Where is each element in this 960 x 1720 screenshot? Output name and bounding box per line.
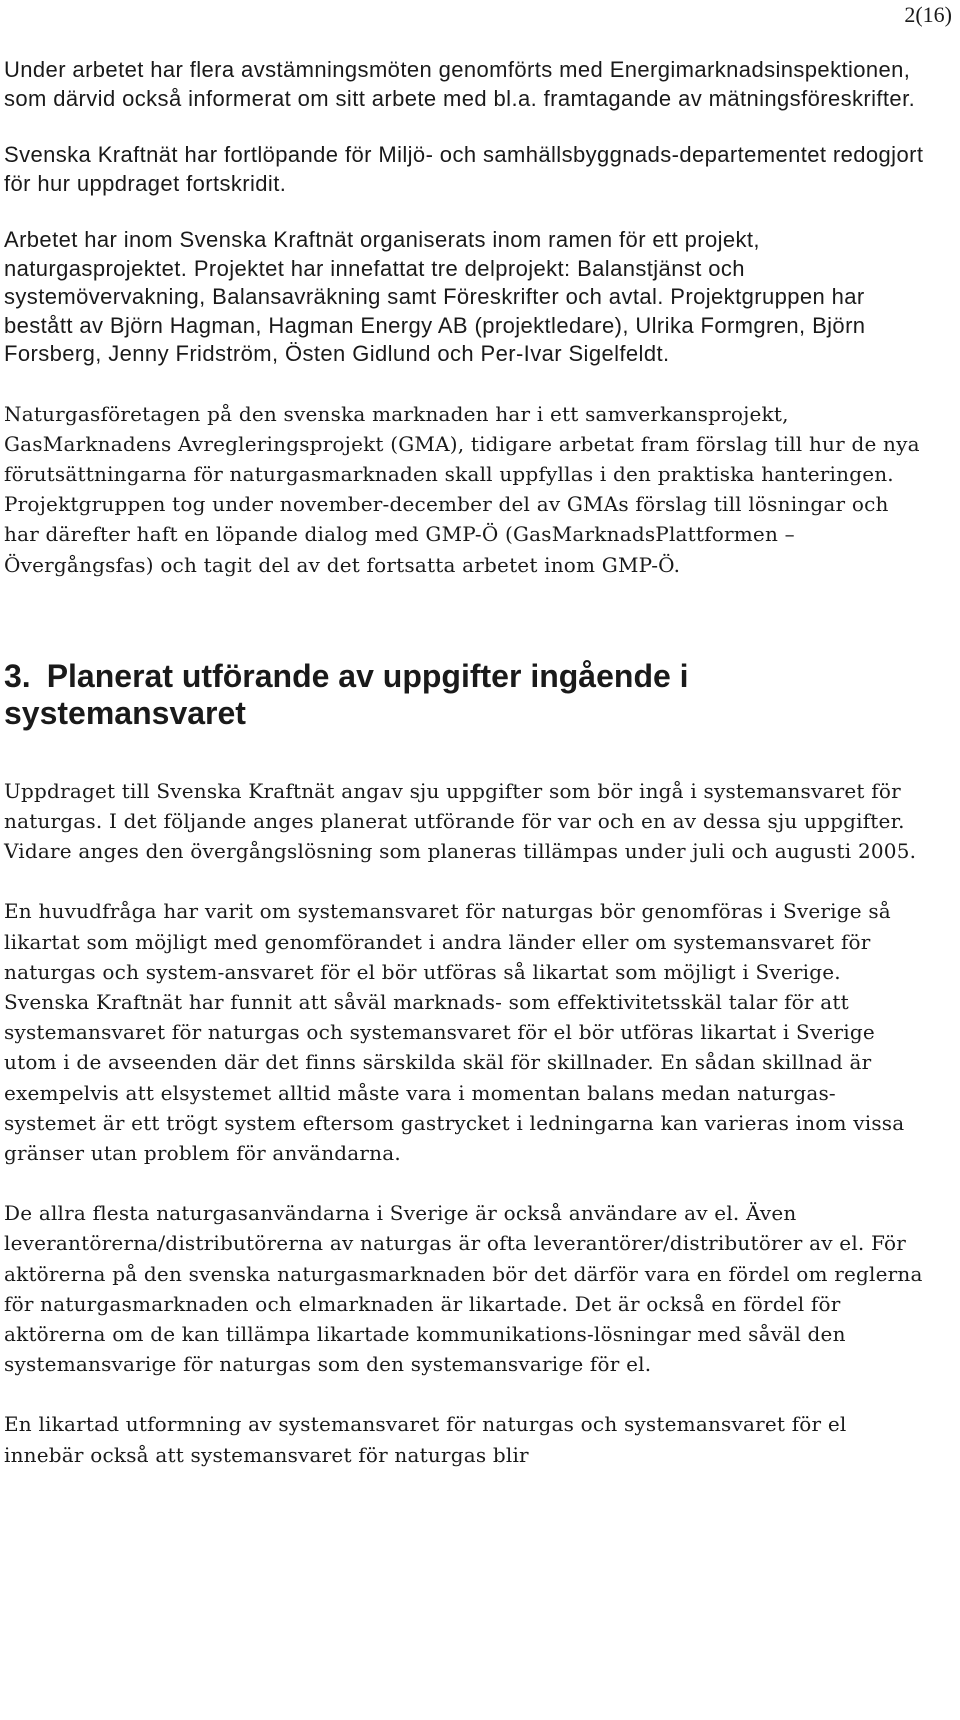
paragraph-similar-design: En likartad utformning av systemansvaret för naturgas och systemansvaret för el innebär också att systemansvaret för naturgas blir (4, 1412, 847, 1467)
paragraph-main-question: En huvudfråga har varit om systemansvaret för naturgas bör genomföras i Sverige så likartat som möjligt med genomförandet i andra länder eller om systemansvaret för naturgas och system-ansvaret för el bör utföras så likartat som möjligt i Sverige. Svenska Kraftnät har funnit att såväl marknads- som effektivitetsskäl talar för att systemansvaret för naturgas och systemansvaret för el bör utföras likartat i Sverige utom i de avseenden där det finns särskilda skäl för skillnader. En sådan skillnad är exempelvis att elsystemet alltid måste vara i momentan balans medan naturgas-systemet är ett trögt system eftersom gastrycket i ledningarna kan varieras inom vissa gränser utan problem för användarna. (4, 899, 905, 1165)
paragraph-users: De allra flesta naturgasanvändarna i Sverige är också användare av el. Även leverantörerna/distributörerna av naturgas är ofta leverantörer/distributörer av el. För aktörerna på den svenska naturgasmarknaden bör det därför vara en fördel om reglerna för naturgasmarknaden och elmarknaden är likartade. Det är också en fördel för aktörerna om de kan tillämpa likartade kommunikations-lösningar med såväl den systemansvarige för naturgas som den systemansvarige för el. (4, 1201, 923, 1377)
paragraph-inspection: Under arbetet har flera avstämningsmöten genomförts med Energimarknadsinspektionen, som därvid också informerat om sitt arbete med bl.a. framtagande av mätningsföreskrifter. (4, 57, 916, 111)
section-number: 3. (4, 657, 31, 694)
paragraph-gma: Naturgasföretagen på den svenska marknaden har i ett samverkansprojekt, GasMarknadens Avregleringsprojekt (GMA), tidigare arbetat fram förslag till hur de nya förutsättningarna för naturgasmarknaden skall uppfyllas i den praktiska hanteringen. Projektgruppen tog under november-december del av GMAs förslag till lösningar och har därefter haft en löpande dialog med GMP-Ö (GasMarknadsPlattformen – Övergångsfas) och tagit del av det fortsatta arbetet inom GMP-Ö. (4, 401, 920, 577)
paragraph-ministry: Svenska Kraftnät har fortlöpande för Miljö- och samhällsbyggnads-departementet redogjort för hur uppdraget fortskridit. (4, 142, 924, 196)
section-heading (4, 658, 924, 732)
page-number: 2(16) (904, 2, 952, 27)
section-title: Planerat utförande av uppgifter ingående i systemansvaret (4, 657, 689, 731)
paragraph-assignment: Uppdraget till Svenska Kraftnät angav sju uppgifter som bör ingå i systemansvaret för naturgas. I det följande anges planerat utförande för var och en av dessa sju uppgifter. Vidare anges den övergångslösning som planeras tillämpas under juli och augusti 2005. (4, 778, 917, 864)
paragraph-project: Arbetet har inom Svenska Kraftnät organiserats inom ramen för ett projekt, naturgasprojektet. Projektet har innefattat tre delprojekt: Balanstjänst och systemövervakning, Balansavräkning samt Föreskrifter och avtal. Projektgruppen har bestått av Björn Hagman, Hagman Energy AB (projektledare), Ulrika Formgren, Björn Forsberg, Jenny Fridström, Östen Gidlund och Per-Ivar Sigelfeldt. (4, 227, 866, 366)
document-body (4, 56, 924, 1470)
